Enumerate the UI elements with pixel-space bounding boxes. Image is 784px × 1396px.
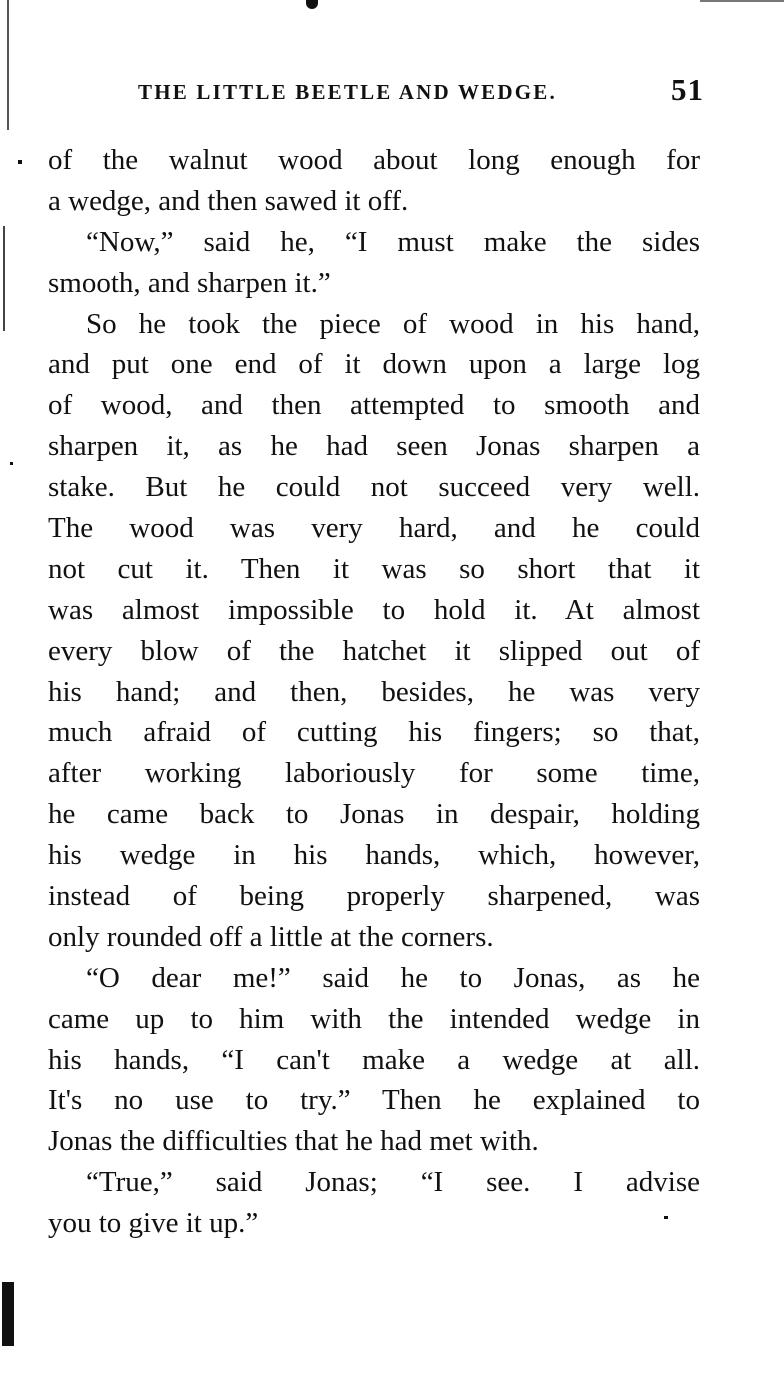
scan-blot-bottom-left <box>2 1282 14 1346</box>
text-line: he came back to Jonas in despair, holding <box>48 798 700 831</box>
text-line: The wood was very hard, and he could <box>48 512 700 545</box>
paragraph <box>48 140 700 222</box>
text-line: you to give it up.” <box>48 1207 259 1240</box>
text-line: came up to him with the intended wedge in <box>48 1002 700 1035</box>
text-line: much afraid of cutting his fingers; so that, <box>48 716 700 749</box>
body-text <box>48 140 700 1244</box>
text-line: It's no use to try.” Then he explained to <box>48 1084 700 1117</box>
scan-dot <box>10 462 13 465</box>
paragraph <box>48 222 700 304</box>
paragraph <box>48 958 700 1162</box>
scan-dot <box>18 160 22 164</box>
text-line: smooth, and sharpen it.” <box>48 266 331 299</box>
text-line: stake. But he could not succeed very well. <box>48 471 700 504</box>
text-line: “Now,” said he, “I must make the sides <box>86 225 700 258</box>
running-head <box>138 72 704 112</box>
paragraph <box>48 1162 700 1244</box>
text-line: sharpen it, as he had seen Jonas sharpen a <box>48 430 700 463</box>
running-title: THE LITTLE BEETLE AND WEDGE. <box>138 80 557 104</box>
text-line: not cut it. Then it was so short that it <box>48 552 700 585</box>
text-line: instead of being properly sharpened, was <box>48 880 700 913</box>
scan-edge-line-top-right <box>700 0 784 2</box>
text-line: “True,” said Jonas; “I see. I advise <box>86 1166 700 1199</box>
paragraph <box>48 304 700 958</box>
text-line: only rounded off a little at the corners. <box>48 920 494 953</box>
scan-edge-line-left <box>7 0 9 130</box>
text-line: “O dear me!” said he to Jonas, as he <box>86 961 700 994</box>
text-line: every blow of the hatchet it slipped out of <box>48 634 700 667</box>
text-line: was almost impossible to hold it. At almost <box>48 593 700 626</box>
text-line: of the walnut wood about long enough for <box>48 144 700 176</box>
scan-edge-line-left-2 <box>3 226 5 331</box>
text-line: his hands, “I can't make a wedge at all. <box>48 1043 700 1076</box>
text-line: So he took the piece of wood in his hand, <box>86 307 700 340</box>
page-number: 51 <box>671 72 704 107</box>
text-line: and put one end of it down upon a large log <box>48 348 700 381</box>
text-line: a wedge, and then sawed it off. <box>48 184 409 217</box>
text-line: after working laboriously for some time, <box>48 757 700 790</box>
text-line: his wedge in his hands, which, however, <box>48 839 700 872</box>
scan-mark-top <box>306 0 318 9</box>
text-line: of wood, and then attempted to smooth and <box>48 389 700 422</box>
text-line: his hand; and then, besides, he was very <box>48 675 700 708</box>
text-line: Jonas the difficulties that he had met with. <box>48 1125 539 1158</box>
